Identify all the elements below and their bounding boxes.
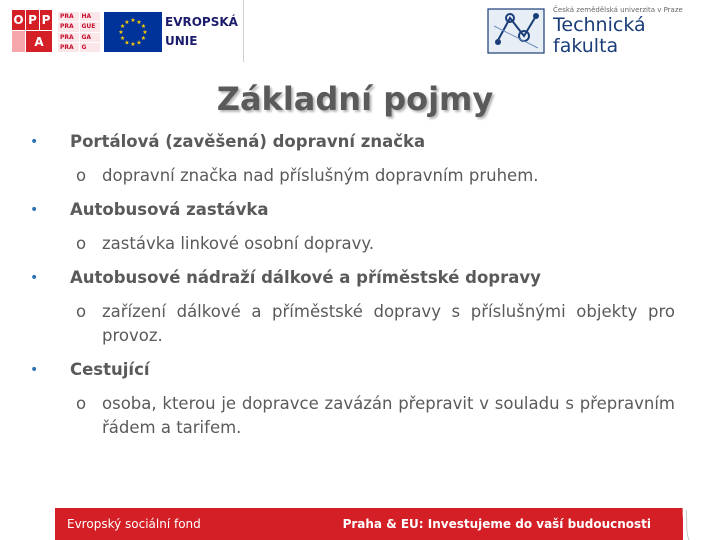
bullet-item (30, 358, 675, 382)
bullet-icon: • (30, 270, 39, 286)
bullet-item (30, 198, 675, 222)
eu-star-icon: ★ (119, 35, 126, 43)
footer-bar (55, 508, 683, 540)
eu-star-icon: ★ (130, 41, 136, 49)
eu-label-line2: UNIE (165, 34, 198, 48)
bullet-icon: • (30, 202, 39, 218)
prague-logo-text: HA (80, 12, 101, 21)
eu-star-icon: ★ (119, 23, 126, 31)
faculty-name-line1: Technická (553, 14, 646, 36)
sub-item-text: osoba, kterou je dopravce zavázán přepravit v souladu s přepravním řádem a tarifem. (102, 394, 675, 437)
footer-decoration-icon (655, 480, 695, 540)
bullet-label: Cestující (70, 360, 150, 379)
sub-item (30, 392, 675, 440)
bullet-icon: • (30, 134, 39, 150)
eu-star-icon: ★ (130, 17, 136, 25)
bullet-icon: • (30, 362, 39, 378)
eu-star-icon: ★ (124, 39, 130, 47)
university-name: Česká zemědělská univerzita v Praze (553, 6, 683, 14)
prague-logo-text: PRA (58, 33, 79, 42)
opp-letter: P (26, 10, 39, 30)
prague-logo-text: GA (80, 33, 101, 42)
eu-star-icon: ★ (140, 23, 147, 31)
sub-item (30, 164, 675, 188)
eu-flag-icon (104, 12, 162, 52)
sub-item-text: zastávka linkové osobní dopravy. (102, 234, 375, 253)
footer-left-text: Evropský sociální fond (67, 517, 201, 531)
bullet-label: Autobusová zastávka (70, 200, 269, 219)
bullet-item (30, 266, 675, 290)
opp-letter: P (40, 10, 52, 30)
sub-item-text: dopravní značka nad příslušným dopravním pruhem. (102, 166, 539, 185)
sub-bullet-icon: o (76, 394, 87, 413)
faculty-name (553, 15, 646, 57)
slide-content (30, 130, 675, 450)
bullet-label: Autobusové nádraží dálkové a příměstské dopravy (70, 268, 541, 287)
sub-item-text: zařízení dálkové a příměstské dopravy s příslušnými objekty pro provoz. (102, 302, 675, 345)
eu-label (165, 13, 245, 51)
eu-star-icon: ★ (124, 18, 130, 26)
bullet-item (30, 130, 675, 154)
prague-logo-text: PRA (58, 43, 79, 52)
opp-letter: A (26, 31, 52, 52)
eu-star-icon: ★ (136, 39, 142, 47)
faculty-name-line2: fakulta (553, 35, 619, 57)
opp-letter: O (12, 10, 25, 30)
prague-logo-text: PRA (58, 22, 79, 31)
opp-logo-square (12, 31, 25, 52)
prague-logo-text: GUE (80, 22, 101, 31)
eu-star-icon: ★ (118, 29, 124, 37)
prague-logo (58, 12, 100, 52)
technicka-fakulta-logo-icon (486, 6, 546, 56)
prague-logo-text: PRA (58, 12, 79, 21)
slide-title: Základní pojmy (216, 80, 494, 118)
header-divider (243, 0, 244, 62)
sub-item (30, 232, 675, 256)
prague-logo-text: G (80, 43, 101, 52)
bullet-label: Portálová (zavěšená) dopravní značka (70, 132, 426, 151)
sub-bullet-icon: o (76, 166, 87, 185)
sub-item (30, 300, 675, 348)
sub-bullet-icon: o (76, 234, 87, 253)
eu-star-icon: ★ (136, 18, 142, 26)
sub-bullet-icon: o (76, 302, 87, 321)
eu-star-icon: ★ (140, 35, 147, 43)
footer-right-text: Praha & EU: Investujeme do vaší budoucnosti (342, 517, 651, 531)
opp-a-logo (12, 10, 52, 52)
eu-label-line1: EVROPSKÁ (165, 15, 238, 29)
eu-star-icon: ★ (142, 29, 148, 37)
